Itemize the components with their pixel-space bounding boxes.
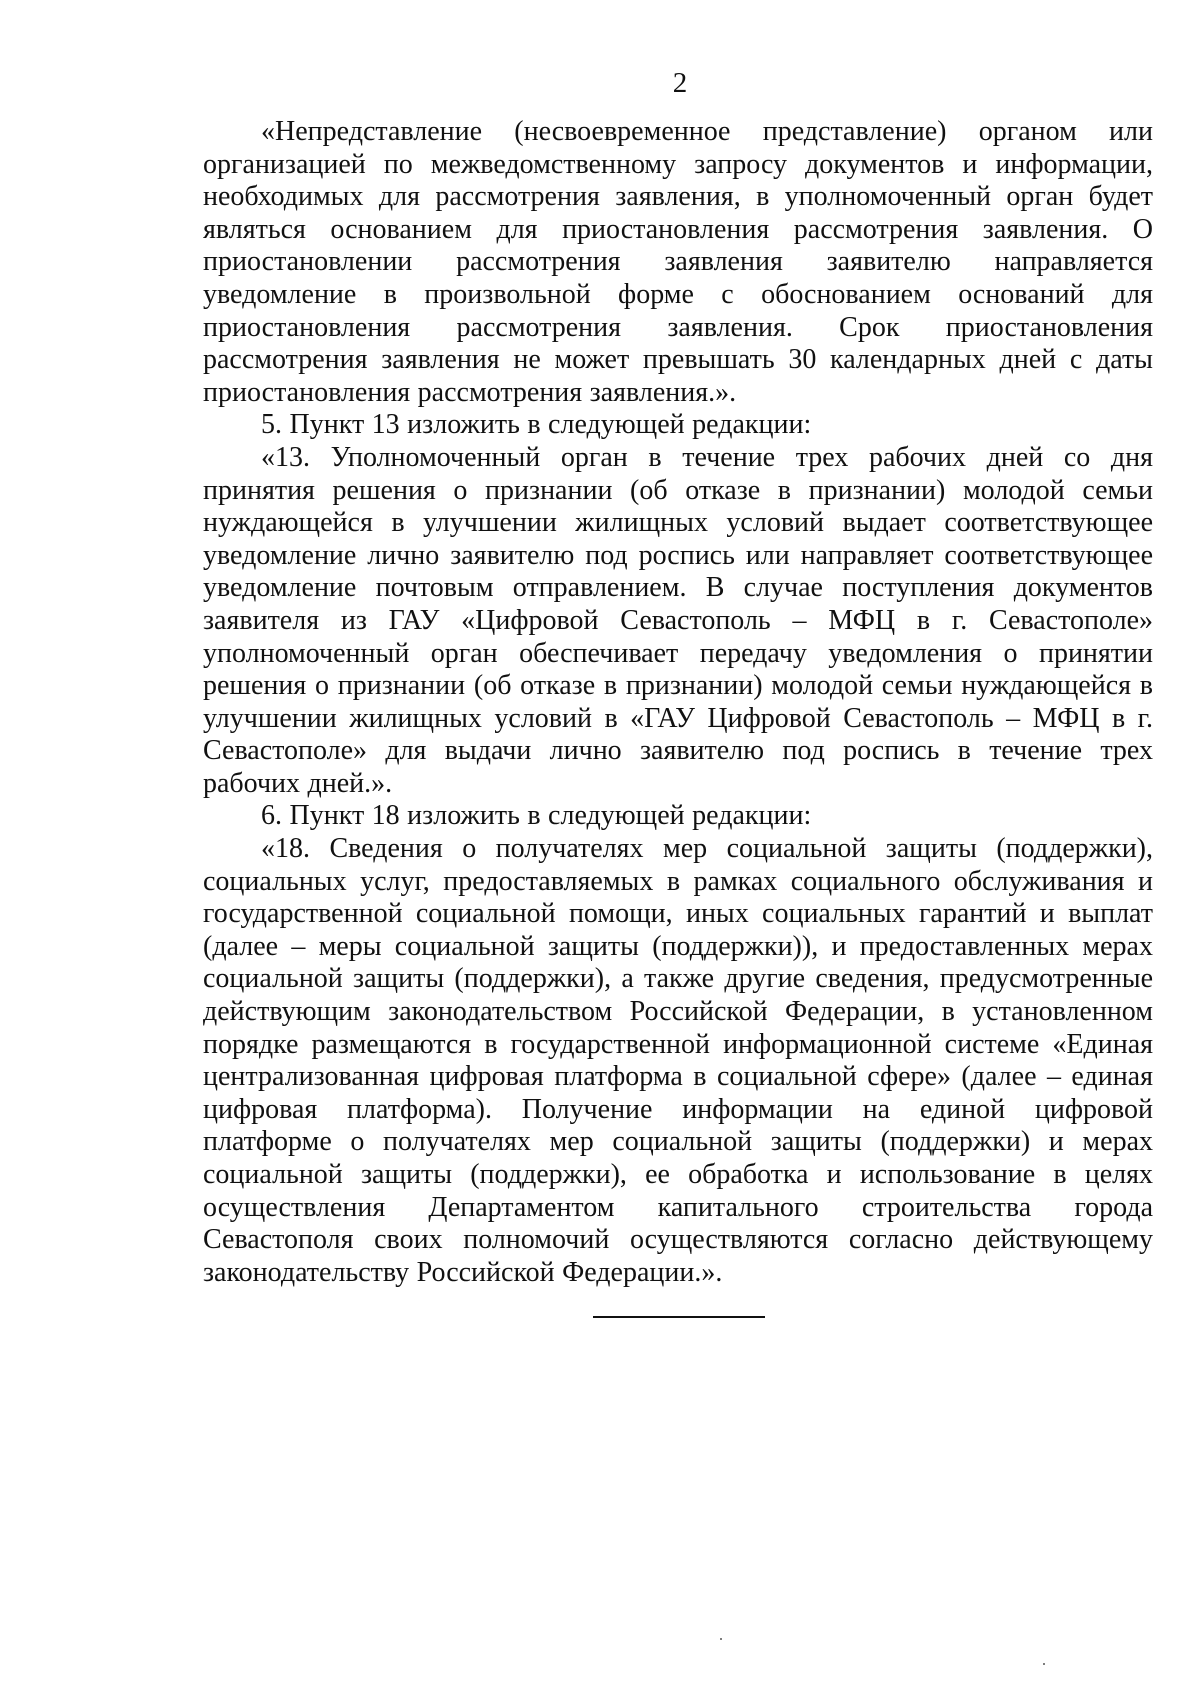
paragraph-clause-13-text: «13. Уполномоченный орган в течение трех рабочих дней со дня принятия решения о признании (об отказе в признании) молодой семьи нуждающейся в улучшении жилищных условий выдает соответствующее уведомление лично заявителю под роспись или направляет соответствующее уведомление почтовым отправлением. В случае поступления документов заявителя из ГАУ «Цифровой Севастополь – МФЦ в г. Севастополе» уполномоченный орган обеспечивает передачу уведомления о принятии решения о признании (об отказе в признании) молодой семьи нуждающейся в улучшении жилищных условий в «ГАУ Цифровой Севастополь – МФЦ в г. Севастополе» для выдачи лично заявителю под роспись в течение трех рабочих дней.».: [203, 441, 1153, 799]
end-of-text-rule: [593, 1316, 765, 1318]
paragraph-suspension-notice: «Непредставление (несвоевременное представление) органом или организацией по межведомственному запросу документов и информации, необходимых для рассмотрения заявления, в уполномоченный орган будет являться основанием для приостановления рассмотрения заявления. О приостановлении рассмотрения заявления заявителю направляется уведомление в произвольной форме с обоснованием оснований для приостановления рассмотрения заявления. Срок приостановления рассмотрения заявления не может превышать 30 календарных дней с даты приостановления рассмотрения заявления.».: [203, 116, 1153, 408]
document-body: [203, 116, 1153, 1289]
scan-speck: [1043, 1663, 1045, 1665]
paragraph-clause-18-text: «18. Сведения о получателях мер социальной защиты (поддержки), социальных услуг, предоставляемых в рамках социального обслуживания и государственной социальной помощи, иных социальных гарантий и выплат (далее – меры социальной защиты (поддержки)), и предоставленных мерах социальной защиты (поддержки), а также другие сведения, предусмотренные действующим законодательством Российской Федерации, в установленном порядке размещаются в государственной информационной системе «Единая централизованная цифровая платформа в социальной сфере» (далее – единая цифровая платформа). Получение информации на единой цифровой платформе о получателях мер социальной защиты (поддержки) и мерах социальной защиты (поддержки), ее обработка и использование в целях осуществления Департаментом капитального строительства города Севастополя своих полномочий осуществляются согласно действующему законодательству Российской Федерации.».: [203, 833, 1153, 1288]
page-number: 2: [672, 67, 688, 99]
paragraph-clause-6-heading: 6. Пункт 18 изложить в следующей редакции:: [261, 800, 812, 832]
paragraph-clause-5-heading: 5. Пункт 13 изложить в следующей редакции:: [261, 409, 812, 441]
scan-speck: [720, 1638, 722, 1640]
